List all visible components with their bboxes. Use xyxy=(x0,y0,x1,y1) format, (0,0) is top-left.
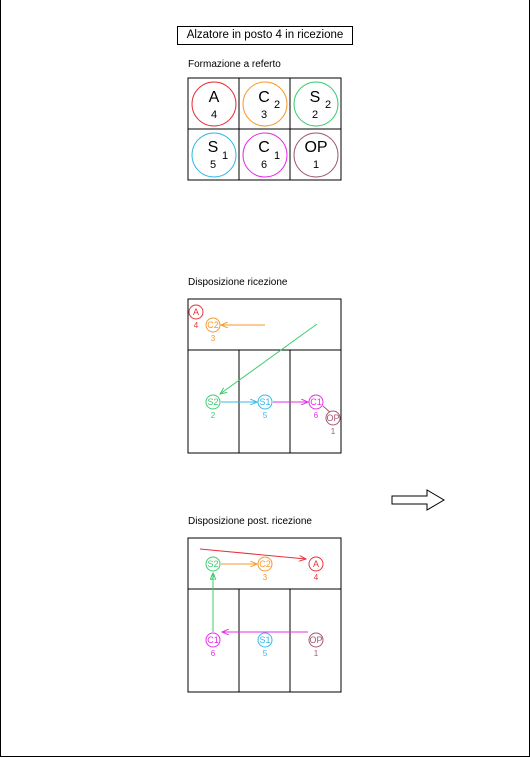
formazione-num: 6 xyxy=(260,159,268,171)
player-number: 3 xyxy=(262,573,268,582)
formazione-sub: 2 xyxy=(274,99,281,111)
player-marker xyxy=(326,411,340,436)
player-number: 6 xyxy=(210,649,216,658)
section-label-ricezione: Disposizione ricezione xyxy=(188,277,288,288)
section-label-post-ricezione: Disposizione post. ricezione xyxy=(188,516,312,527)
formazione-role: C xyxy=(258,89,270,106)
player-marker xyxy=(206,395,220,420)
page-title: Alzatore in posto 4 in ricezione xyxy=(177,26,353,45)
player-marker xyxy=(258,557,272,582)
formazione-num: 2 xyxy=(311,109,319,121)
player-label: C2 xyxy=(207,320,219,330)
player-marker xyxy=(258,395,272,420)
player-label: C1 xyxy=(207,635,219,645)
player-number: 2 xyxy=(210,411,216,420)
formazione-cell xyxy=(243,82,287,126)
formazione-sub: 2 xyxy=(325,99,332,111)
player-label: S1 xyxy=(259,397,271,407)
formazione-num: 4 xyxy=(210,109,218,121)
player-label: C1 xyxy=(310,397,322,407)
player-number: 4 xyxy=(313,573,319,582)
formazione-role: S xyxy=(207,139,219,156)
player-number: 5 xyxy=(262,411,268,420)
player-marker xyxy=(189,305,203,330)
formazione-role: A xyxy=(208,89,220,106)
formazione-num: 5 xyxy=(209,159,217,171)
formazione-sub: 1 xyxy=(222,150,229,162)
player-number: 3 xyxy=(210,334,216,343)
formazione-role: OP xyxy=(304,139,328,156)
player-label: OP xyxy=(309,635,323,645)
movement-arrow xyxy=(220,324,317,394)
player-label: S2 xyxy=(207,559,219,569)
formazione-cell xyxy=(243,133,287,177)
player-number: 2 xyxy=(210,573,216,582)
player-number: 1 xyxy=(330,427,336,436)
formazione-cell xyxy=(294,133,338,177)
player-number: 1 xyxy=(313,649,319,658)
formazione-num: 3 xyxy=(260,109,268,121)
formazione-num: 1 xyxy=(312,159,320,171)
formazione-role: C xyxy=(258,139,270,156)
player-marker xyxy=(309,557,323,582)
player-label: C2 xyxy=(259,559,271,569)
right-arrow-icon xyxy=(392,490,444,510)
player-label: S1 xyxy=(259,635,271,645)
player-number: 4 xyxy=(193,321,199,330)
formazione-sub: 1 xyxy=(274,150,281,162)
player-number: 5 xyxy=(262,649,268,658)
player-marker xyxy=(206,557,220,582)
player-label: S2 xyxy=(207,397,219,407)
formazione-cell xyxy=(192,133,236,177)
player-marker xyxy=(309,633,323,658)
formazione-cell xyxy=(294,82,338,126)
player-marker xyxy=(206,633,220,658)
player-label: A xyxy=(312,559,320,569)
section-label-formazione: Formazione a referto xyxy=(188,59,281,70)
formazione-role: S xyxy=(309,89,321,106)
player-number: 6 xyxy=(313,411,319,420)
player-label: OP xyxy=(326,413,340,423)
player-marker xyxy=(309,395,323,420)
player-marker xyxy=(206,318,220,343)
formazione-cell xyxy=(192,82,236,126)
player-label: A xyxy=(192,307,200,317)
player-marker xyxy=(258,633,272,658)
